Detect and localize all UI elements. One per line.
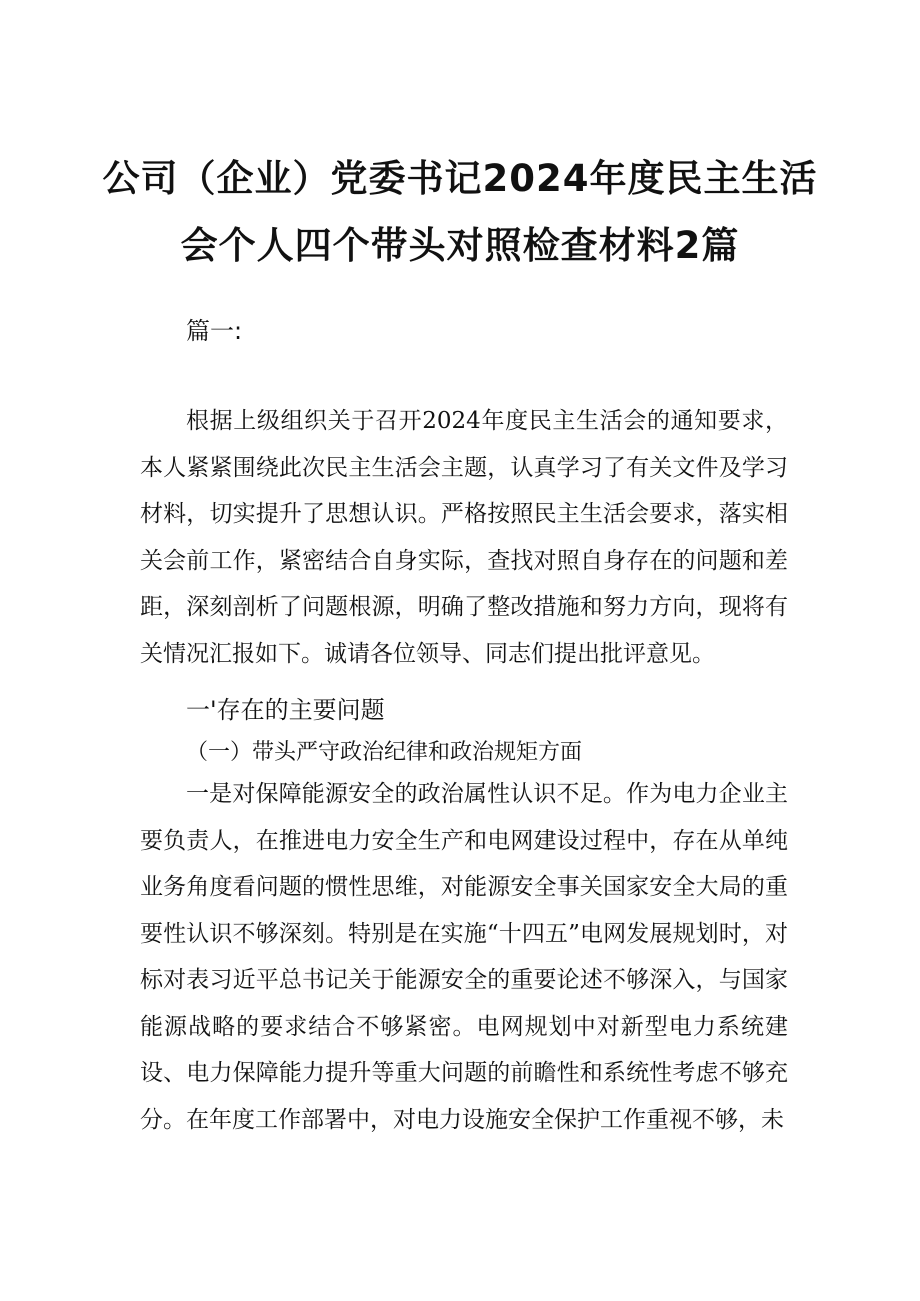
subsection-heading: （一）带头严守政治纪律和政治规矩方面 (186, 740, 583, 765)
document-title-line-2: 会个人四个带头对照检查材料2篇 (180, 224, 740, 267)
section-heading: 一'存在的主要问题 (186, 696, 385, 724)
problem-paragraph: 一是对保障能源安全的政治属性认识不足。作为电力企业主要负责人，在推进电力安全生产和电网建设过程中，存在从单纯业务角度看问题的惯性思维，对能源安全事关国家安全大局的重要性认识不够深刻。特别是在实施“十四五”电网发展规划时，对标对表习近平总书记关于能源安全的重要论述不够深入，与国家能源战略的要求结合不够紧密。电网规划中对新型电力系统建设、电力保障能力提升等重大问题的前瞻性和系统性考虑不够充分。在年度工作部署中，对电力设施安全保护工作重视不够，未 (140, 781, 788, 1133)
part-label: 篇一: (186, 317, 243, 345)
document-title-line-1: 公司（企业）党委书记2024年度民主生活 (102, 157, 818, 200)
intro-paragraph: 根据上级组织关于召开2024年度民主生活会的通知要求，本人紧紧围绕此次民主生活会主题，认真学习了有关文件及学习材料，切实提升了思想认识。严格按照民主生活会要求，落实相关会前工作，紧密结合自身实际，查找对照自身存在的问题和差距，深刻剖析了问题根源，明确了整改措施和努力方向，现将有关情况汇报如下。诚请各位领导、同志们提出批评意见。 (140, 408, 788, 667)
